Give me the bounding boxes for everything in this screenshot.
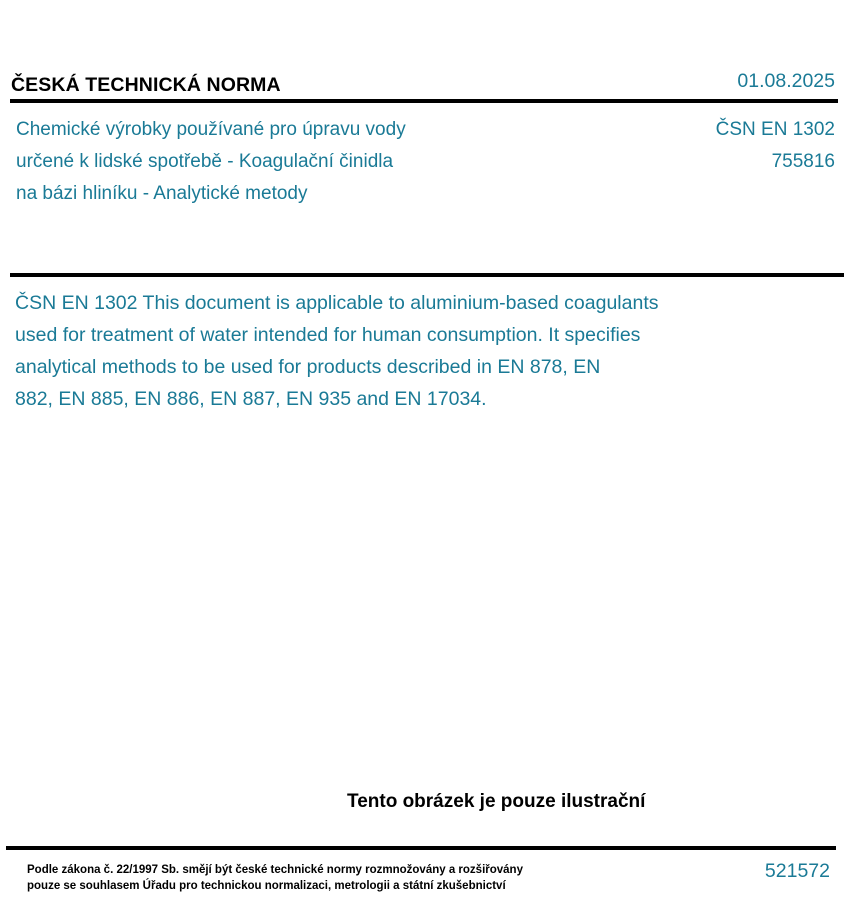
standard-title-line: Chemické výrobky používané pro úpravu vody (16, 119, 406, 140)
illustrative-note: Tento obrázek je pouze ilustrační (347, 791, 646, 812)
legal-notice-line: Podle zákona č. 22/1997 Sb. smějí být české technické normy rozmnožovány a rozšiřovány (27, 864, 523, 876)
legal-notice (27, 862, 523, 894)
classification-number: 755816 (771, 151, 835, 172)
abstract-line: analytical methods to be used for products described in EN 878, EN (15, 356, 601, 378)
abstract (15, 287, 755, 415)
abstract-line: 882, EN 885, EN 886, EN 887, EN 935 and EN 17034. (15, 388, 487, 410)
norm-heading: ČESKÁ TECHNICKÁ NORMA (11, 74, 281, 96)
legal-notice-line: pouze se souhlasem Úřadu pro technickou normalizaci, metrologii a státní zkušebnictví (27, 880, 506, 892)
standard-designation: ČSN EN 1302 (715, 119, 835, 140)
standard-title (16, 114, 536, 210)
order-number: 521572 (764, 860, 830, 882)
abstract-line: used for treatment of water intended for human consumption. It specifies (15, 324, 641, 346)
header-divider (10, 99, 838, 103)
standard-title-line: určené k lidské spotřebě - Koagulační činidla (16, 151, 394, 172)
standard-title-line: na bázi hliníku - Analytické metody (16, 183, 308, 204)
standard-designation-block (716, 114, 835, 178)
abstract-line: ČSN EN 1302 This document is applicable to aluminium-based coagulants (15, 292, 659, 314)
footer-divider (6, 846, 836, 850)
title-divider (10, 273, 844, 277)
issue-date: 01.08.2025 (737, 70, 835, 92)
